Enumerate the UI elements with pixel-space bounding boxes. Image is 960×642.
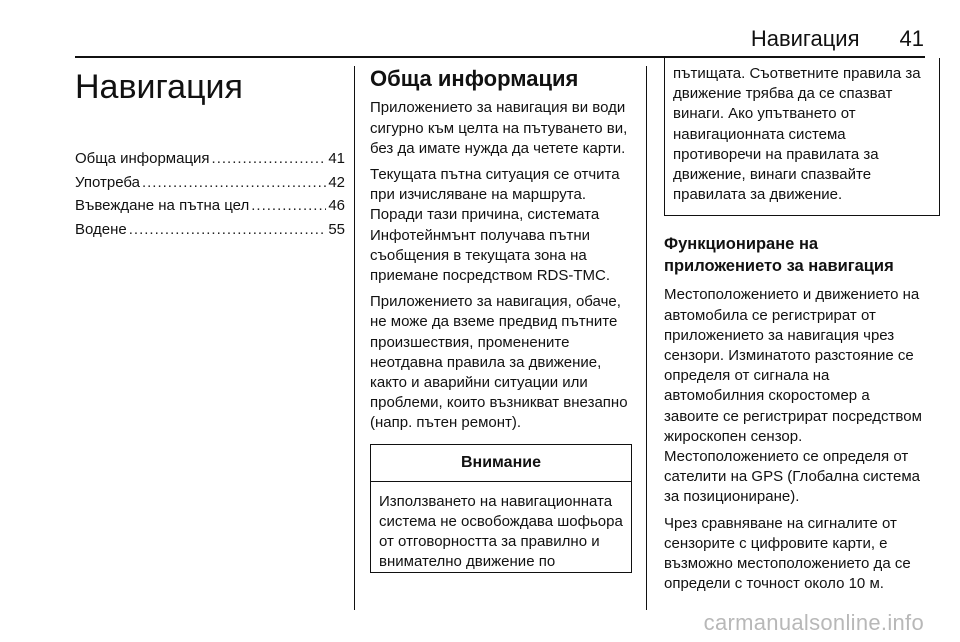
paragraph: Приложението за навигация ви води сигурно към целта на пътуването ви, без да имате нужда да четете карти. <box>370 99 628 157</box>
warning-title: Внимание <box>371 445 631 482</box>
subsection-heading: Функциониране на приложението за навигация <box>664 235 894 275</box>
warning-box <box>370 444 632 574</box>
page-number: 41 <box>899 26 924 51</box>
watermark: carmanualsonline.info <box>703 610 924 635</box>
column-divider <box>354 66 355 610</box>
toc-leader-dots <box>212 147 327 171</box>
column-right <box>664 62 926 600</box>
toc-entry-page: 46 <box>328 197 345 215</box>
toc-entry[interactable] <box>75 218 345 242</box>
table-of-contents <box>75 147 345 241</box>
paragraph: Приложението за навигация, обаче, не може да вземе предвид пътните произшествия, променените неотдавна правила за движение, както и аварийни ситуации или проблеми, които възникват внезапно (напр. пътен ремонт). <box>370 293 628 432</box>
paragraph: Чрез сравняване на сигналите от сензорите с цифровите карти, е възможно местоположението да се определи с точност около 10 м. <box>664 514 911 593</box>
header-section-title: Навигация <box>750 26 860 51</box>
paragraph: Текущата пътна ситуация се отчита при изчисляване на маршрута. Поради тази причина, системата Инфотейнмънт получава пътни съобщения в текущата зона на приемане посредством RDS-TMC. <box>370 166 620 285</box>
toc-entry-label: Въвеждане на пътна цел <box>75 197 250 215</box>
warning-box-continued: пътищата. Съответните правила за движение трябва да се спазват винаги. Ако упътването от навигационната система противоречи на правилата за движение, винаги спазвайте правилата за движение. <box>664 58 940 216</box>
toc-leader-dots <box>142 171 326 195</box>
toc-leader-dots <box>251 194 326 218</box>
toc-entry-label: Обща информация <box>75 150 210 168</box>
toc-leader-dots <box>129 218 327 242</box>
toc-entry-page: 41 <box>328 150 345 168</box>
toc-entry-label: Водене <box>75 220 127 238</box>
toc-entry-label: Употреба <box>75 173 140 191</box>
warning-text: Използването на навигационната система не освобождава шофьора от отговорността за правилно и внимателно движение по <box>379 492 623 571</box>
toc-entry[interactable] <box>75 171 345 195</box>
section-heading: Обща информация <box>370 66 579 91</box>
column-left <box>75 62 345 241</box>
chapter-title: Навигация <box>75 68 243 106</box>
toc-entry-page: 55 <box>328 220 345 238</box>
toc-entry[interactable] <box>75 194 345 218</box>
column-middle <box>370 62 632 573</box>
toc-entry[interactable] <box>75 147 345 171</box>
toc-entry-page: 42 <box>328 173 345 191</box>
paragraph: Местоположението и движението на автомобила се регистрират от приложението за навигация чрез сензори. Изминатото разстояние се определя от сигнала на автомобилния скоростомер а завоите се регистрират посредством жироскопен сензор. Местоположението се определя от сателити на GPS (Глобална система за позициониране). <box>664 286 922 506</box>
column-divider <box>646 66 647 610</box>
page-header <box>751 26 924 52</box>
